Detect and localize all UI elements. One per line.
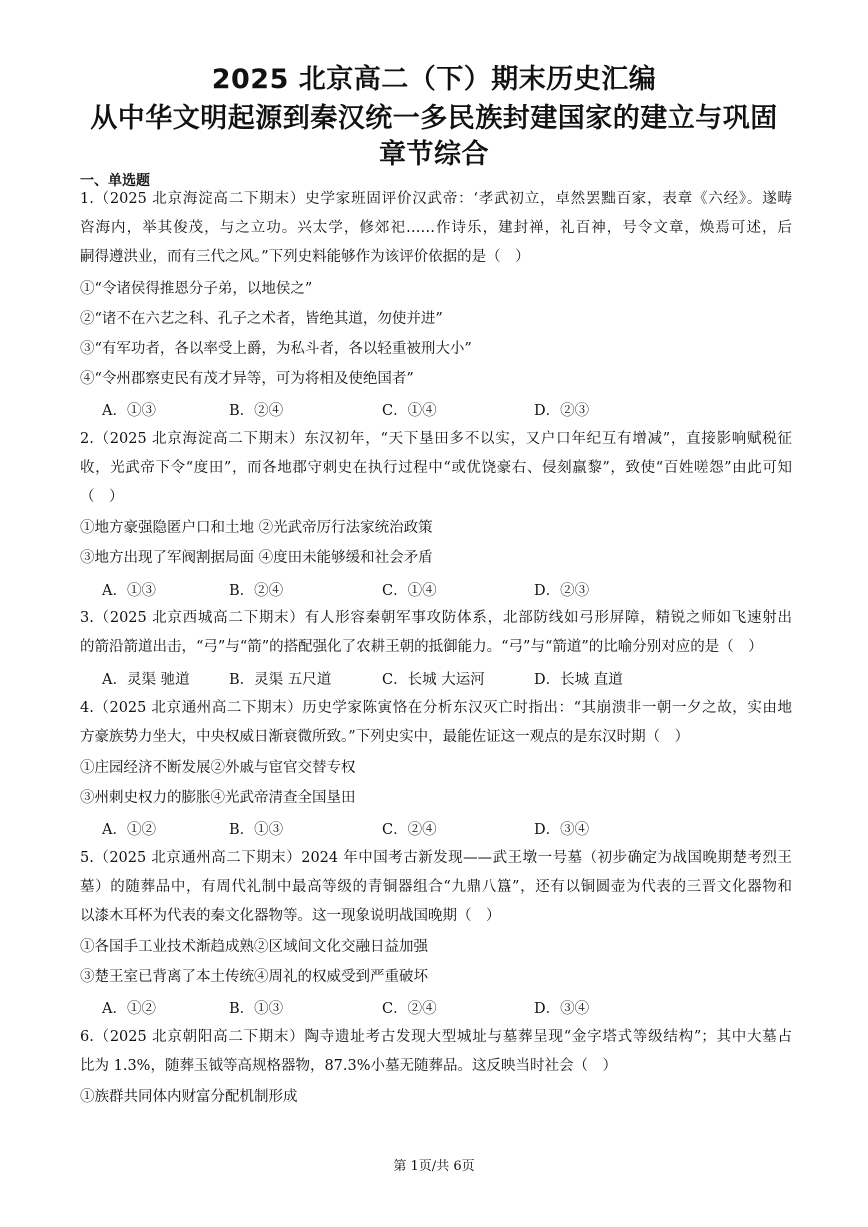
question-5-item: ①各国手工业技术渐趋成熟②区域间文化交融日益加强 <box>80 939 428 955</box>
question-3-options <box>102 668 662 688</box>
question-4-item: ①庄园经济不断发展②外戚与宦官交替专权 <box>80 760 356 776</box>
option-d: D．③④ <box>534 1001 590 1017</box>
option-b: B．②④ <box>229 403 284 419</box>
document-subtitle: 从中华文明起源到秦汉统一多民族封建国家的建立与巩固 <box>90 103 778 134</box>
option-d: D．③④ <box>534 822 590 838</box>
option-b: B．②④ <box>229 583 284 599</box>
question-5-text: 以漆木耳杯为代表的秦文化器物等。这一现象说明战国晚期（ ） <box>80 908 501 924</box>
question-2-options <box>102 579 662 599</box>
page-footer: 第 1页/共 6页 <box>393 1159 475 1174</box>
option-c: C．长城 大运河 <box>382 672 485 688</box>
question-2-text: 2.（2025 北京海淀高二下期末）东汉初年，“天下垦田多不以实，又户口年纪互有增减”，直接影响赋税征 <box>80 431 792 447</box>
question-5-text: 墓）的随葬品中，有周代礼制中最高等级的青铜器组合“九鼎八簋”，还有以铜圆壶为代表的三晋文化器物和 <box>80 879 792 895</box>
question-6-item: ①族群共同体内财富分配机制形成 <box>80 1089 298 1105</box>
question-1-text: 嗣得遵洪业，而有三代之风。”下列史料能够作为该评价依据的是（ ） <box>80 249 530 265</box>
option-c: C．①④ <box>382 583 437 599</box>
option-a: A．①③ <box>102 403 156 419</box>
question-6-text: 6.（2025 北京朝阳高二下期末）陶寺遗址考古发现大型城址与墓葬呈现“金字塔式等级结构”；其中大墓占 <box>80 1029 792 1045</box>
option-a: A．①② <box>102 822 156 838</box>
question-1-item: ②“诸不在六艺之科、孔子之术者，皆绝其道，勿使并进” <box>80 311 443 327</box>
option-d: D．长城 直道 <box>534 672 623 688</box>
question-1-options <box>102 399 662 419</box>
question-3-text: 3.（2025 北京西城高二下期末）有人形容秦朝军事攻防体系，北部防线如弓形屏障，精锐之师如飞速射出 <box>80 610 792 626</box>
question-1-text: 咨海内，举其俊茂，与之立功。兴太学，修郊祀……作诗乐，建封禅，礼百神，号令文章，焕焉可述，后 <box>80 220 792 236</box>
question-6-text: 比为 1.3%，随葬玉钺等高规格器物，87.3%小墓无随葬品。这反映当时社会（ ） <box>80 1058 618 1074</box>
question-5-text: 5.（2025 北京通州高二下期末）2024 年中国考古新发现——武王墩一号墓（初步确定为战国晚期楚考烈王 <box>80 850 792 866</box>
question-5-options <box>102 997 662 1017</box>
question-2-item: ①地方豪强隐匿户口和土地 ②光武帝厉行法家统治政策 <box>80 520 433 536</box>
option-d: D．②③ <box>534 583 590 599</box>
question-1-text: 1.（2025 北京海淀高二下期末）史学家班固评价汉武帝：‘孝武初立，卓然罢黜百家，表章《六经》。遂畴 <box>80 191 792 207</box>
question-4-options <box>102 818 662 838</box>
section-heading: 一、单选题 <box>80 173 150 189</box>
question-2-text: （ ） <box>80 489 124 505</box>
option-a: A．①③ <box>102 583 156 599</box>
option-b: B．①③ <box>229 1001 284 1017</box>
option-b: B．①③ <box>229 822 284 838</box>
question-1-item: ③“有军功者，各以率受上爵，为私斗者，各以轻重被刑大小” <box>80 341 472 357</box>
option-c: C．②④ <box>382 822 437 838</box>
question-2-text: 收，光武帝下令“度田”，而各地郡守刺史在执行过程中“或优饶豪右、侵刻羸黎”，致使“百姓嗟怨”由此可知 <box>80 460 792 476</box>
question-1-item: ④“令州郡察吏民有茂才异等，可为将相及使绝国者” <box>80 371 414 387</box>
option-d: D．②③ <box>534 403 590 419</box>
question-2-item: ③地方出现了军阀割据局面 ④度田未能够缓和社会矛盾 <box>80 550 433 566</box>
option-c: C．②④ <box>382 1001 437 1017</box>
option-a: A．灵渠 驰道 <box>102 672 190 688</box>
option-b: B．灵渠 五尺道 <box>229 672 332 688</box>
question-1-item: ①“令诸侯得推恩分子弟，以地侯之” <box>80 281 313 297</box>
question-4-text: 4.（2025 北京通州高二下期末）历史学家陈寅恪在分析东汉灭亡时指出：“其崩溃非一朝一夕之故，实由地 <box>80 700 792 716</box>
question-3-text: 的箭沿箭道出击，“弓”与“箭”的搭配强化了农耕王朝的抵御能力。“弓”与“箭道”的比喻分别对应的是（ ） <box>80 639 763 655</box>
document-subtitle-continued: 章节综合 <box>379 139 489 170</box>
option-c: C．①④ <box>382 403 437 419</box>
document-title: 2025 北京高二（下）期末历史汇编 <box>211 64 657 95</box>
question-4-item: ③州刺史权力的膨胀④光武帝清查全国垦田 <box>80 790 356 806</box>
question-5-item: ③楚王室已背离了本土传统④周礼的权威受到严重破坏 <box>80 969 428 985</box>
question-4-text: 方豪族势力坐大，中央权威日渐衰微所致。”下列史实中，最能佐证这一观点的是东汉时期（ ） <box>80 729 690 745</box>
option-a: A．①② <box>102 1001 156 1017</box>
